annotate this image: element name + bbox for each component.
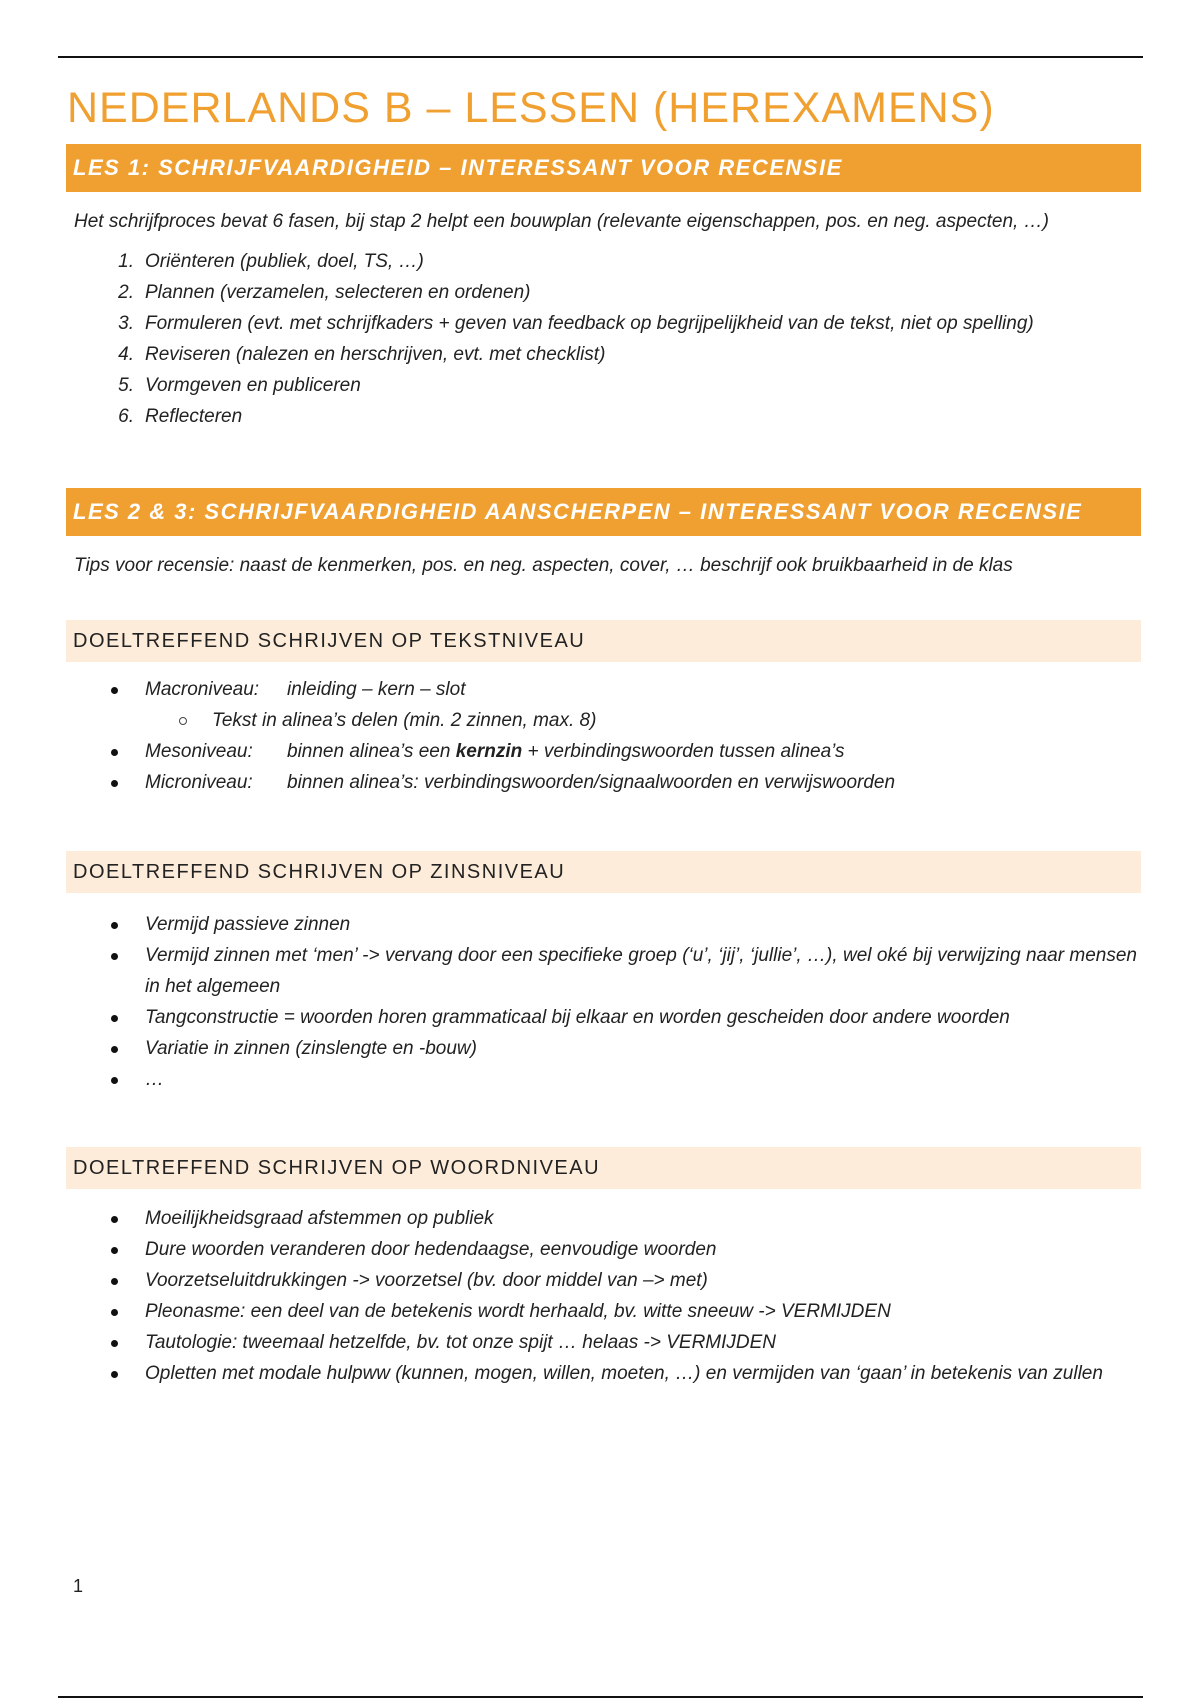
list-item: Moeilijkheidsgraad afstemmen op publiek (67, 1203, 1137, 1234)
list-item: Microniveau: binnen alinea’s: verbindingswoorden/signaalwoorden en verwijswoorden (67, 767, 1137, 798)
list-item: 2. Plannen (verzamelen, selecteren en ordenen) (118, 282, 531, 303)
list-item: Macroniveau: inleiding – kern – slot (67, 674, 1137, 705)
tekstniveau-heading: DOELTREFFEND SCHRIJVEN OP TEKSTNIVEAU (66, 620, 1141, 662)
list-item: 6. Reflecteren (118, 406, 243, 427)
sub-list-item: Tekst in alinea’s delen (min. 2 zinnen, max. 8) (67, 705, 1137, 736)
list-item: Dure woorden veranderen door hedendaagse, eenvoudige woorden (67, 1234, 1137, 1265)
top-rule (58, 56, 1143, 58)
list-item: Opletten met modale hulpww (kunnen, mogen, willen, moeten, …) en vermijden van ‘gaan’ in betekenis van zullen (67, 1358, 1137, 1389)
list-item: Mesoniveau: binnen alinea’s een kernzin + verbindingswoorden tussen alinea’s (67, 736, 1137, 767)
kernzin-bold: kernzin (455, 741, 523, 762)
list-item: Pleonasme: een deel van de betekenis wordt herhaald, bv. witte sneeuw -> VERMIJDEN (67, 1296, 1137, 1327)
list-item: Vermijd zinnen met ‘men’ -> vervang door een specifieke groep (‘u’, ‘jij’, ‘jullie’, …), wel oké bij verwijzing naar mensen in het algemeen (67, 940, 1137, 1002)
zinsniveau-list (67, 909, 1137, 1095)
page-number: 1 (73, 1576, 84, 1596)
tekstniveau-list (67, 674, 1137, 798)
les1-intro: Het schrijfproces bevat 6 fasen, bij stap 2 helpt een bouwplan (relevante eigenschappen, pos. en neg. aspecten, …) (74, 211, 1049, 232)
les23-heading: LES 2 & 3: SCHRIJFVAARDIGHEID AANSCHERPEN – INTERESSANT VOOR RECENSIE (66, 488, 1141, 536)
les1-heading: LES 1: SCHRIJFVAARDIGHEID – INTERESSANT VOOR RECENSIE (66, 144, 1141, 192)
woordniveau-heading: DOELTREFFEND SCHRIJVEN OP WOORDNIVEAU (66, 1147, 1141, 1189)
list-item: Voorzetseluitdrukkingen -> voorzetsel (bv. door middel van –> met) (67, 1265, 1137, 1296)
schrijfproces-list (67, 246, 1137, 432)
bottom-rule (58, 1696, 1143, 1698)
les23-intro: Tips voor recensie: naast de kenmerken, pos. en neg. aspecten, cover, … beschrijf ook bruikbaarheid in de klas (74, 555, 1013, 576)
list-item: Variatie in zinnen (zinslengte en -bouw) (67, 1033, 1137, 1064)
woordniveau-list (67, 1203, 1137, 1389)
list-item: Tangconstructie = woorden horen grammaticaal bij elkaar en worden gescheiden door andere woorden (67, 1002, 1137, 1033)
list-item: 1. Oriënteren (publiek, doel, TS, …) (118, 251, 424, 272)
document-title: NEDERLANDS B – LESSEN (HEREXAMENS) (67, 84, 995, 132)
list-item: Tautologie: tweemaal hetzelfde, bv. tot onze spijt … helaas -> VERMIJDEN (67, 1327, 1137, 1358)
list-item: 5. Vormgeven en publiceren (118, 375, 361, 396)
list-item: 4. Reviseren (nalezen en herschrijven, evt. met checklist) (118, 344, 606, 365)
document-page (67, 78, 1137, 1389)
list-item: 3. Formuleren (evt. met schrijfkaders + geven van feedback op begrijpelijkheid van de tekst, niet op spelling) (118, 313, 1034, 334)
zinsniveau-heading: DOELTREFFEND SCHRIJVEN OP ZINSNIVEAU (66, 851, 1141, 893)
list-item: Vermijd passieve zinnen (67, 909, 1137, 940)
list-item: … (67, 1064, 1137, 1095)
